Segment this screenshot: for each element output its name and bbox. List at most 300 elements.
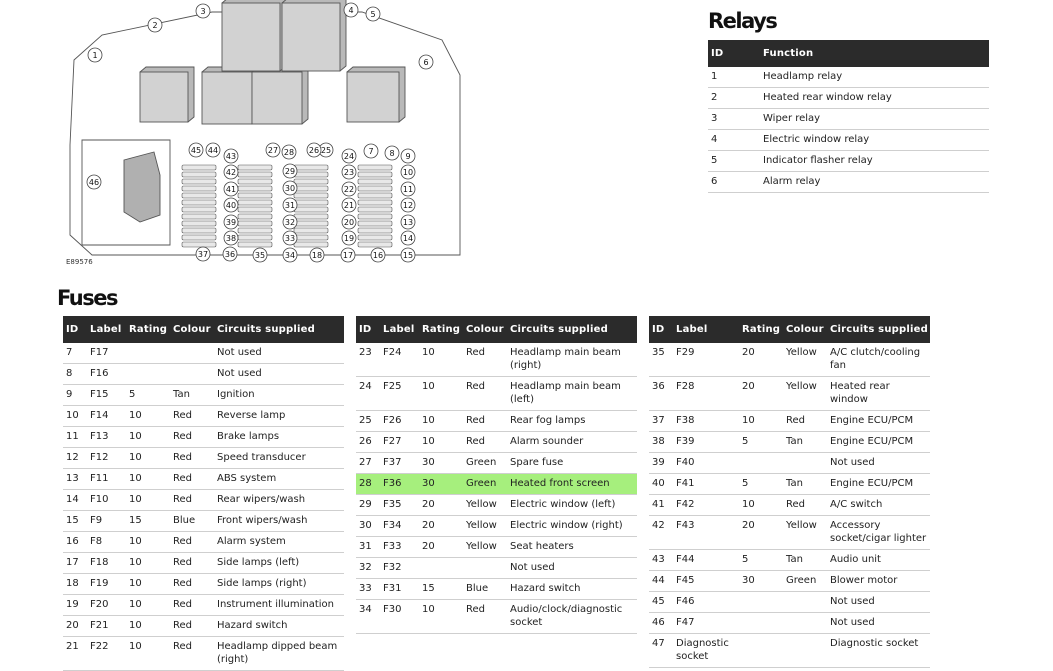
fuse-label: F21 — [87, 616, 126, 637]
fuse-rating: 10 — [419, 600, 463, 634]
fuses-table-2 — [356, 316, 637, 634]
callout-label: 18 — [311, 251, 323, 260]
fuse-row — [63, 511, 344, 532]
relay-id: 5 — [708, 151, 760, 172]
callout-label: 33 — [284, 234, 296, 243]
col-header-function: Function — [760, 40, 989, 67]
fuse-rating: 10 — [126, 553, 170, 574]
relay-box — [252, 72, 302, 124]
fuse-label: F17 — [87, 343, 126, 364]
col-header-label: Label — [87, 316, 126, 343]
fuse-rating: 15 — [126, 511, 170, 532]
fuse-row — [649, 411, 930, 432]
fuse-row — [63, 490, 344, 511]
fuse-rating: 10 — [739, 411, 783, 432]
fuse-colour: Green — [463, 453, 507, 474]
fuse-circuit: Side lamps (right) — [214, 574, 344, 595]
fuse-slot — [294, 200, 328, 205]
fuse-circuit: Front wipers/wash — [214, 511, 344, 532]
relay-id: 1 — [708, 67, 760, 88]
fuse-row — [356, 432, 637, 453]
fuse-colour: Red — [170, 406, 214, 427]
relay-id: 6 — [708, 172, 760, 193]
fuse-id: 39 — [649, 453, 673, 474]
fuse-id: 33 — [356, 579, 380, 600]
fuse-circuit: Audio unit — [827, 550, 930, 571]
fuse-slot — [182, 179, 216, 184]
fuse-row — [356, 558, 637, 579]
fuse-slot — [238, 172, 272, 177]
fuse-colour: Tan — [783, 432, 827, 453]
fuse-circuit: A/C switch — [827, 495, 930, 516]
fuse-id: 30 — [356, 516, 380, 537]
fuse-circuit: Ignition — [214, 385, 344, 406]
callout-label: 5 — [370, 10, 376, 19]
fuse-label: F19 — [87, 574, 126, 595]
fuse-colour: Red — [463, 411, 507, 432]
fuse-id: 31 — [356, 537, 380, 558]
fuse-rating: 10 — [126, 406, 170, 427]
diagram-code: E89576 — [66, 258, 93, 266]
callout-label: 6 — [423, 58, 429, 67]
fuse-slot — [182, 186, 216, 191]
fuse-circuit: Speed transducer — [214, 448, 344, 469]
fuse-circuit: Alarm sounder — [507, 432, 637, 453]
fuse-slot — [358, 186, 392, 191]
fuses-title: Fuses — [57, 286, 117, 310]
fuse-row — [356, 537, 637, 558]
col-header-label: Label — [380, 316, 419, 343]
callout-label: 13 — [402, 218, 414, 227]
fuse-id: 34 — [356, 600, 380, 634]
fuse-row — [63, 343, 344, 364]
relay-function: Indicator flasher relay — [760, 151, 989, 172]
fuse-label: F30 — [380, 600, 419, 634]
callout-label: 7 — [368, 147, 374, 156]
fuse-rating: 10 — [126, 490, 170, 511]
fuse-colour: Red — [783, 495, 827, 516]
fuse-rating: 15 — [419, 579, 463, 600]
col-header-id: ID — [63, 316, 87, 343]
fuse-circuit: Rear wipers/wash — [214, 490, 344, 511]
fuse-id: 12 — [63, 448, 87, 469]
callout-label: 37 — [197, 250, 209, 259]
fuse-rating — [739, 634, 783, 668]
callout-label: 41 — [225, 185, 237, 194]
relay-id: 4 — [708, 130, 760, 151]
fuse-rating: 20 — [739, 343, 783, 377]
fuse-colour: Tan — [170, 385, 214, 406]
callout-label: 25 — [320, 146, 332, 155]
fuse-circuit: A/C clutch/cooling fan — [827, 343, 930, 377]
callout-label: 36 — [224, 250, 236, 259]
fuse-circuit: Engine ECU/PCM — [827, 432, 930, 453]
fuse-label: F13 — [87, 427, 126, 448]
fuse-rating: 30 — [419, 474, 463, 495]
col-header-colour: Colour — [463, 316, 507, 343]
fuse-row — [649, 474, 930, 495]
fuse-rating: 5 — [739, 474, 783, 495]
fuse-colour: Red — [463, 343, 507, 377]
fuse-circuit: Accessory socket/cigar lighter — [827, 516, 930, 550]
fuse-rating: 10 — [126, 637, 170, 671]
fuse-row — [649, 343, 930, 377]
fuse-colour: Tan — [783, 550, 827, 571]
callout-label: 10 — [402, 168, 414, 177]
relay-function: Headlamp relay — [760, 67, 989, 88]
fuse-rating: 20 — [739, 516, 783, 550]
fuse-colour: Red — [170, 427, 214, 448]
fuse-circuit: Brake lamps — [214, 427, 344, 448]
fuse-row — [649, 613, 930, 634]
fuse-rating: 20 — [739, 377, 783, 411]
relay-function: Electric window relay — [760, 130, 989, 151]
callout-label: 14 — [402, 234, 414, 243]
relays-table — [708, 40, 989, 193]
fuse-slot — [358, 214, 392, 219]
callout-label: 29 — [284, 167, 296, 176]
callout-label: 3 — [200, 7, 206, 16]
fuse-id: 16 — [63, 532, 87, 553]
fuse-circuit: Not used — [827, 613, 930, 634]
fuse-label: F45 — [673, 571, 739, 592]
callout-label: 42 — [225, 168, 237, 177]
fuse-colour: Red — [170, 448, 214, 469]
fuse-id: 11 — [63, 427, 87, 448]
fuse-id: 7 — [63, 343, 87, 364]
fuse-row — [356, 579, 637, 600]
fuse-row — [649, 634, 930, 668]
relay-id: 3 — [708, 109, 760, 130]
fuse-label: F20 — [87, 595, 126, 616]
fuse-label: F25 — [380, 377, 419, 411]
fuse-circuit: ABS system — [214, 469, 344, 490]
callout-label: 4 — [348, 6, 354, 15]
fuse-colour: Yellow — [783, 343, 827, 377]
fuse-rating: 5 — [739, 432, 783, 453]
fuse-label: F28 — [673, 377, 739, 411]
relay-row — [708, 172, 989, 193]
col-header-id: ID — [356, 316, 380, 343]
fuse-row — [649, 516, 930, 550]
fuse-rating: 10 — [419, 343, 463, 377]
fuse-circuit: Heated front screen — [507, 474, 637, 495]
callout-label: 11 — [402, 185, 414, 194]
fuse-row — [63, 574, 344, 595]
fuse-row — [63, 448, 344, 469]
fuse-circuit: Spare fuse — [507, 453, 637, 474]
fuse-label: F18 — [87, 553, 126, 574]
fuse-colour: Red — [170, 532, 214, 553]
relay-function: Wiper relay — [760, 109, 989, 130]
fuse-label: F32 — [380, 558, 419, 579]
fuse-label: F36 — [380, 474, 419, 495]
callout-label: 46 — [88, 178, 100, 187]
fuse-rating: 10 — [126, 448, 170, 469]
callout-label: 23 — [343, 168, 355, 177]
fuse-id: 19 — [63, 595, 87, 616]
callout-label: 24 — [343, 152, 355, 161]
fuse-slot — [358, 200, 392, 205]
fuse-id: 18 — [63, 574, 87, 595]
fuse-circuit: Blower motor — [827, 571, 930, 592]
fuse-colour: Red — [783, 411, 827, 432]
fuse-label: Diagnostic socket — [673, 634, 739, 668]
fuse-label: F43 — [673, 516, 739, 550]
relay-row — [708, 151, 989, 172]
fuse-slot — [182, 235, 216, 240]
fuse-colour: Green — [463, 474, 507, 495]
fuse-id: 40 — [649, 474, 673, 495]
fuse-label: F27 — [380, 432, 419, 453]
fuse-rating — [739, 613, 783, 634]
fuse-colour: Yellow — [463, 537, 507, 558]
fuse-colour — [783, 453, 827, 474]
fuse-label: F37 — [380, 453, 419, 474]
fuse-slot — [182, 200, 216, 205]
fuse-rating: 10 — [126, 469, 170, 490]
fuse-id: 26 — [356, 432, 380, 453]
fuse-slot — [238, 179, 272, 184]
fuse-label: F24 — [380, 343, 419, 377]
fuse-slot — [182, 221, 216, 226]
relays-title: Relays — [708, 9, 777, 33]
fuse-row — [356, 453, 637, 474]
fuse-colour: Yellow — [783, 516, 827, 550]
callout-label: 22 — [343, 185, 355, 194]
fuse-rating: 10 — [419, 432, 463, 453]
fuse-label: F44 — [673, 550, 739, 571]
fuse-rating: 10 — [126, 427, 170, 448]
fuse-slot — [358, 165, 392, 170]
fuse-slot — [238, 200, 272, 205]
fuse-row — [649, 592, 930, 613]
fuse-row — [649, 550, 930, 571]
fuse-row — [649, 571, 930, 592]
fuse-id: 32 — [356, 558, 380, 579]
diagnostic-connector — [124, 152, 160, 222]
fuse-label: F39 — [673, 432, 739, 453]
fuse-circuit: Electric window (left) — [507, 495, 637, 516]
fuse-row — [63, 616, 344, 637]
fuse-id: 20 — [63, 616, 87, 637]
callout-label: 19 — [343, 234, 355, 243]
fuse-slot — [182, 228, 216, 233]
fuse-row — [356, 474, 637, 495]
callout-label: 28 — [283, 148, 295, 157]
fuse-rating: 5 — [126, 385, 170, 406]
callout-label: 12 — [402, 201, 414, 210]
fuse-slot — [294, 172, 328, 177]
fuse-colour — [783, 613, 827, 634]
fuse-row — [63, 406, 344, 427]
fuse-slot — [238, 242, 272, 247]
fuse-colour: Tan — [783, 474, 827, 495]
fuse-colour: Yellow — [463, 516, 507, 537]
fuse-row — [63, 532, 344, 553]
callout-label: 35 — [254, 251, 266, 260]
fuse-row — [63, 637, 344, 671]
callout-label: 39 — [225, 218, 237, 227]
fuse-colour: Red — [170, 469, 214, 490]
fuse-row — [356, 600, 637, 634]
fuse-id: 37 — [649, 411, 673, 432]
relay-id: 2 — [708, 88, 760, 109]
fuse-circuit: Audio/clock/diagnostic socket — [507, 600, 637, 634]
fuse-circuit: Seat heaters — [507, 537, 637, 558]
fuse-colour — [170, 364, 214, 385]
fuse-colour: Red — [170, 574, 214, 595]
fuse-circuit: Alarm system — [214, 532, 344, 553]
relay-row — [708, 130, 989, 151]
col-header-circuits: Circuits supplied — [507, 316, 637, 343]
fuse-id: 36 — [649, 377, 673, 411]
relay-row — [708, 88, 989, 109]
fuse-id: 17 — [63, 553, 87, 574]
fuse-rating: 20 — [419, 537, 463, 558]
fuses-table-1 — [63, 316, 344, 671]
fuse-circuit: Hazard switch — [214, 616, 344, 637]
fuses-table-3 — [649, 316, 930, 668]
fuse-slot — [294, 165, 328, 170]
fuse-id: 42 — [649, 516, 673, 550]
fuse-id: 47 — [649, 634, 673, 668]
fuse-id: 43 — [649, 550, 673, 571]
fuse-row — [356, 377, 637, 411]
fuse-id: 45 — [649, 592, 673, 613]
fuse-id: 46 — [649, 613, 673, 634]
fuse-slot — [238, 228, 272, 233]
fuse-slot — [294, 214, 328, 219]
fuse-rating: 10 — [126, 595, 170, 616]
fuse-row — [356, 411, 637, 432]
fuse-colour: Red — [170, 553, 214, 574]
fuse-slot — [238, 221, 272, 226]
col-header-rating: Rating — [126, 316, 170, 343]
fuse-colour: Yellow — [783, 377, 827, 411]
fuse-colour: Red — [170, 637, 214, 671]
col-header-id: ID — [708, 40, 760, 67]
fuse-rating: 5 — [739, 550, 783, 571]
relay-box — [347, 72, 399, 122]
callout-label: 1 — [92, 51, 98, 60]
fuse-circuit: Diagnostic socket — [827, 634, 930, 668]
callout-label: 30 — [284, 184, 296, 193]
fuse-slot — [238, 193, 272, 198]
fuse-label: F46 — [673, 592, 739, 613]
col-header-label: Label — [673, 316, 739, 343]
fuse-slot — [294, 242, 328, 247]
fuse-slot — [358, 221, 392, 226]
fuse-colour: Yellow — [463, 495, 507, 516]
fuse-label: F35 — [380, 495, 419, 516]
fuse-slot — [294, 179, 328, 184]
callout-label: 16 — [372, 251, 384, 260]
fuse-rating: 10 — [419, 411, 463, 432]
relay-box — [222, 3, 280, 71]
fuse-label: F8 — [87, 532, 126, 553]
fuse-circuit: Engine ECU/PCM — [827, 474, 930, 495]
relay-function: Heated rear window relay — [760, 88, 989, 109]
fuse-colour — [170, 343, 214, 364]
fuse-slot — [358, 235, 392, 240]
fuse-id: 8 — [63, 364, 87, 385]
fuse-label: F29 — [673, 343, 739, 377]
fuse-slot — [238, 235, 272, 240]
fuse-slot — [294, 193, 328, 198]
fuse-slot — [238, 214, 272, 219]
fuse-id: 44 — [649, 571, 673, 592]
fuse-id: 38 — [649, 432, 673, 453]
fuse-row — [649, 453, 930, 474]
fuse-circuit: Engine ECU/PCM — [827, 411, 930, 432]
fuse-label: F10 — [87, 490, 126, 511]
fuse-label: F41 — [673, 474, 739, 495]
fuse-slot — [238, 186, 272, 191]
callout-label: 17 — [342, 251, 354, 260]
fuse-slot — [182, 214, 216, 219]
fuse-circuit: Reverse lamp — [214, 406, 344, 427]
fuse-slot — [358, 228, 392, 233]
fuse-slot — [294, 235, 328, 240]
fuse-colour — [783, 592, 827, 613]
fuse-colour: Red — [170, 595, 214, 616]
fuse-colour: Red — [463, 600, 507, 634]
fuse-rating — [126, 364, 170, 385]
fuse-rating: 30 — [419, 453, 463, 474]
fuse-rating: 10 — [739, 495, 783, 516]
callout-label: 31 — [284, 201, 296, 210]
callout-label: 45 — [190, 146, 202, 155]
fuse-row — [649, 495, 930, 516]
fuse-circuit: Headlamp dipped beam (right) — [214, 637, 344, 671]
fuse-rating — [739, 592, 783, 613]
col-header-circuits: Circuits supplied — [214, 316, 344, 343]
fuse-rating: 10 — [126, 616, 170, 637]
fuse-circuit: Rear fog lamps — [507, 411, 637, 432]
fuse-slot — [182, 207, 216, 212]
fuse-label: F33 — [380, 537, 419, 558]
fuse-row — [356, 516, 637, 537]
callout-label: 2 — [152, 21, 158, 30]
col-header-colour: Colour — [783, 316, 827, 343]
fuse-slot — [294, 228, 328, 233]
fuse-colour: Red — [463, 377, 507, 411]
fuse-id: 9 — [63, 385, 87, 406]
col-header-colour: Colour — [170, 316, 214, 343]
fuse-label: F11 — [87, 469, 126, 490]
fuse-circuit: Electric window (right) — [507, 516, 637, 537]
fuse-row — [63, 595, 344, 616]
fusebox-diagram — [62, 0, 466, 268]
fuse-colour — [463, 558, 507, 579]
fuse-slot — [358, 193, 392, 198]
fuse-circuit: Heated rear window — [827, 377, 930, 411]
col-header-rating: Rating — [419, 316, 463, 343]
fuse-slot — [294, 186, 328, 191]
fuse-id: 23 — [356, 343, 380, 377]
fuse-row — [63, 364, 344, 385]
fuse-id: 25 — [356, 411, 380, 432]
fuse-id: 24 — [356, 377, 380, 411]
fuse-slot — [238, 165, 272, 170]
callout-label: 38 — [225, 234, 237, 243]
fuse-rating — [126, 343, 170, 364]
fuse-slot — [182, 193, 216, 198]
fuse-label: F34 — [380, 516, 419, 537]
fuse-id: 14 — [63, 490, 87, 511]
relay-box — [202, 72, 252, 124]
